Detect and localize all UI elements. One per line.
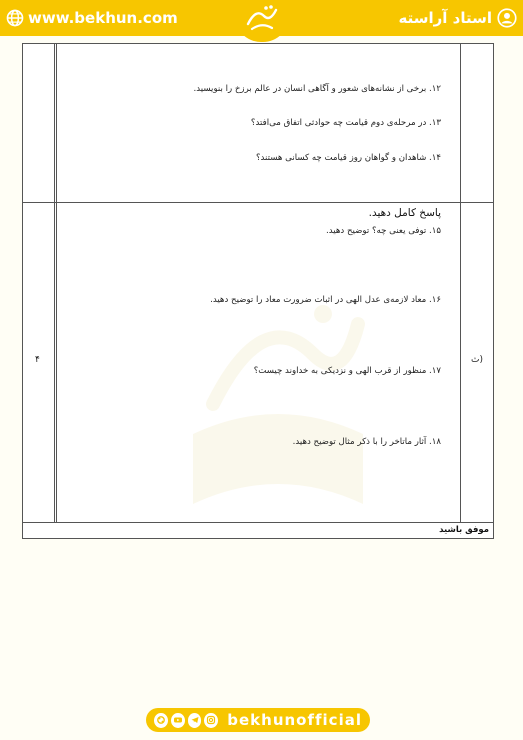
user-icon <box>497 8 517 28</box>
social-bar <box>146 708 370 732</box>
site-link[interactable] <box>6 7 178 29</box>
watermark-book-icon <box>173 284 383 524</box>
closing-row <box>22 523 494 539</box>
question-15: ۱۵. توفی یعنی چه؟ توضیح دهید. <box>326 226 441 236</box>
telegram-icon[interactable] <box>188 713 202 728</box>
question-16: ۱۶. معاد لازمه‌ی عدل الهی در اثبات ضرورت معاد را توضیح دهید. <box>210 295 441 305</box>
section-score: ۴ <box>35 355 40 365</box>
globe-icon <box>6 9 24 27</box>
youtube-icon[interactable] <box>171 713 185 728</box>
question-14: ۱۴. شاهدان و گواهان روز قیامت چه کسانی هستند؟ <box>255 153 441 163</box>
question-17: ۱۷. منظور از قرب الهی و نزدیکی به خداوند چیست؟ <box>253 366 441 376</box>
section-column-divider <box>460 44 461 522</box>
author-name: استاد آراسته <box>398 9 492 27</box>
exam-table <box>22 43 494 523</box>
question-18: ۱۸. آثار ماتاخر را با ذکر مثال توضیح دهید. <box>292 437 441 447</box>
aparat-icon[interactable] <box>154 713 168 728</box>
score-column-divider <box>54 44 57 522</box>
section-title: پاسخ کامل دهید. <box>368 207 441 219</box>
row-divider <box>23 202 493 203</box>
header-bar <box>0 0 523 36</box>
brand-logo <box>235 0 289 42</box>
social-handle[interactable]: bekhunofficial <box>227 711 362 729</box>
question-12: ۱۲. برخی از نشانه‌های شعور و آگاهی انسان در عالم برزخ را بنویسید. <box>193 84 441 94</box>
instagram-icon[interactable] <box>204 713 218 728</box>
bekhun-logo-icon <box>242 2 282 36</box>
closing-text: موفق باشید <box>439 525 489 535</box>
author-badge <box>399 7 517 29</box>
section-letter: ث) <box>471 355 483 365</box>
question-13: ۱۳. در مرحله‌ی دوم قیامت چه حوادثی اتفاق می‌افتد؟ <box>250 118 441 128</box>
site-url: www.bekhun.com <box>28 9 178 27</box>
